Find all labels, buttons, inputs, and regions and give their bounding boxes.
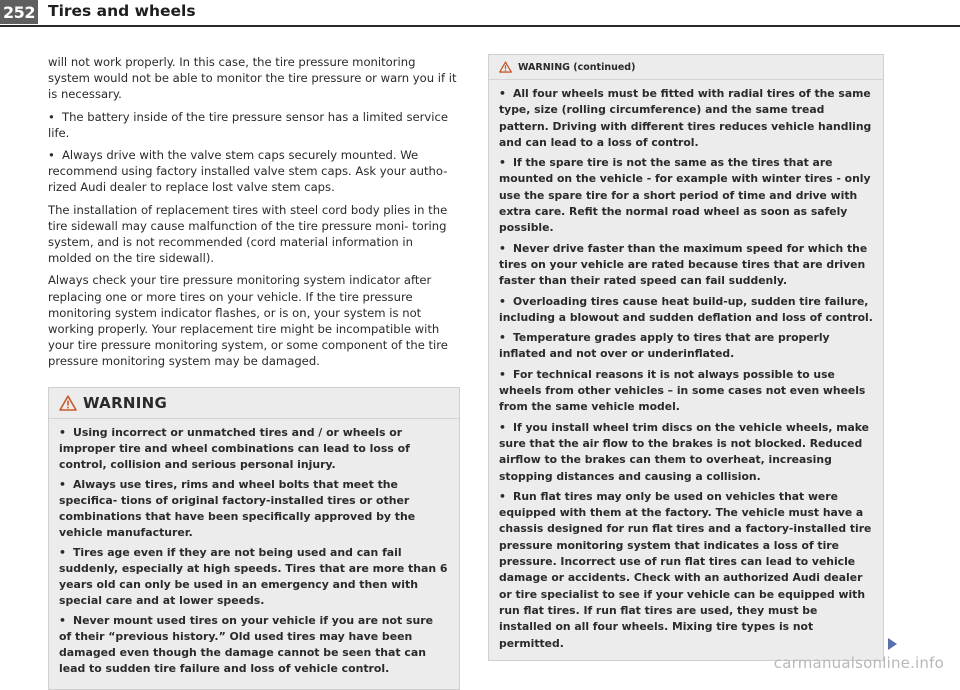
warning-item-text: Overloading tires cause heat build-up, sudden tire failure, including a blowout and sudden deflation and loss of control. — [499, 294, 873, 324]
warning-item — [499, 420, 873, 485]
bullet: • — [59, 477, 66, 491]
warning-triangle-icon — [59, 395, 77, 411]
warning-box — [48, 387, 460, 690]
warning-item-text: Always use tires, rims and wheel bolts that meet the specifica- tions of original factory-installed tires or other combinations that have been specifically approved by the vehicle manufacturer. — [59, 477, 416, 539]
warning-item-text: Run flat tires may only be used on vehicles that were equipped with them at the factory. The vehicle must have a chassis designed for run flat tires and a factory-installed tire pressure monitoring system that indicates a loss of tire pressure. Incorrect use of run flat tires can lead to vehicle damage or accidents. Check with an authorized Audi dealer or tire specialist to see if your vehicle can be equipped with run flat tires. If run flat tires are used, they must be installed on all four wheels. Mixing tire types is not permitted. — [499, 489, 872, 650]
warning-item — [59, 425, 449, 473]
warning-item — [59, 477, 449, 541]
bullet: • — [499, 367, 506, 381]
body-paragraph: Always check your tire pressure monitoring system indicator after replacing one or more tires on your vehicle. If the tire pressure monitoring system indicator flashes, or is on, your system is not working properly. Your replacement tire might be incompatible with your tire pressure monitoring system, or some component of the tire pressure monitoring system may be damaged. — [48, 273, 448, 369]
warning-item-text: Using incorrect or unmatched tires and / or wheels or improper tire and wheel combinations can lead to loss of control, collision and serious personal injury. — [59, 425, 410, 471]
warning-item — [499, 489, 873, 652]
warning-item — [499, 86, 873, 151]
warning-item — [499, 294, 873, 327]
warning-item — [499, 367, 873, 416]
warning-box-continued — [488, 54, 884, 661]
warning-item — [499, 241, 873, 290]
bullet: • — [499, 294, 506, 308]
bullet: • — [499, 87, 506, 100]
right-column — [488, 54, 884, 661]
warning-header — [49, 388, 459, 419]
warning-triangle-icon — [499, 61, 512, 73]
warning-item — [59, 545, 449, 609]
warning-body — [489, 80, 883, 660]
bullet: • — [499, 420, 506, 434]
body-paragraph: The installation of replacement tires with steel cord body plies in the tire sidewall may cause malfunction of the tire pressure moni- toring system, and is not recommended (cord material information in molded on the tire sidewall). — [48, 202, 448, 266]
page-number: 252 — [0, 0, 38, 24]
bullet: • — [499, 156, 506, 170]
warning-item — [499, 330, 873, 363]
section-title: Tires and wheels — [48, 2, 196, 20]
warning-item — [499, 155, 873, 236]
bullet: • — [499, 331, 506, 345]
body-paragraph: will not work properly. In this case, the tire pressure monitoring system would not be able to monitor the tire pressure or warn you if it is necessary. — [48, 55, 457, 102]
warning-item-text: All four wheels must be fitted with radial tires of the same type, size (rolling circumference) and the same tread pattern. Driving with different tires reduces vehicle handling and can lead to a loss of control. — [499, 87, 872, 149]
warning-item-text: If you install wheel trim discs on the vehicle wheels, make sure that the air flow to the brakes is not blocked. Reduced airflow to the brakes can them to overheat, increasing stopping distances and causing a collision. — [499, 420, 869, 483]
bullet: • — [499, 241, 506, 255]
bullet: • — [59, 425, 66, 439]
bullet-paragraph — [48, 147, 460, 196]
footer-watermark: carmanualsonline.info — [773, 654, 944, 672]
warning-item-text: Temperature grades apply to tires that are properly inflated and not over or underinflated. — [499, 331, 830, 361]
warning-heading: WARNING — [83, 393, 168, 412]
bullet-text: The battery inside of the tire pressure sensor has a limited service life. — [48, 109, 448, 140]
warning-body — [49, 419, 459, 689]
bullet: • — [48, 148, 55, 163]
warning-item-text: Never drive faster than the maximum speed for which the tires on your vehicle are rated because tires that are driven faster than their rated speed can fail suddenly. — [499, 241, 868, 288]
warning-item-text: If the spare tire is not the same as the tires that are mounted on the vehicle - for example with winter tires - only use the spare tire for a short period of time and drive with extra care. Refit the normal road wheel as soon as safely possible. — [499, 156, 871, 235]
bullet: • — [499, 489, 506, 503]
warning-item — [59, 613, 449, 677]
bullet: • — [59, 613, 66, 627]
warning-heading: WARNING (continued) — [518, 61, 636, 73]
header-rule — [0, 25, 960, 27]
bullet-paragraph — [48, 109, 460, 141]
bullet: • — [59, 545, 66, 559]
continue-arrow-icon — [887, 635, 897, 654]
warning-header — [489, 55, 883, 80]
bullet: • — [48, 109, 55, 124]
bullet-text: Always drive with the valve stem caps securely mounted. We recommend using factory installed valve stem caps. Ask your autho- rized Audi dealer to replace lost valve stem caps. — [48, 148, 448, 195]
left-column — [48, 54, 460, 690]
warning-item-text: Never mount used tires on your vehicle if you are not sure of their “previous history.” Old used tires may have been damaged even though the damage cannot be seen that can lead to sudden tire failure and loss of vehicle control. — [59, 613, 434, 675]
warning-item-text: For technical reasons it is not always possible to use wheels from other vehicles – in some cases not even wheels from the same vehicle model. — [499, 367, 866, 414]
warning-item-text: Tires age even if they are not being used and can fail suddenly, especially at high speeds. Tires that are more than 6 years old can only be used in an emergency and then with special care and at lower speeds. — [59, 545, 448, 607]
